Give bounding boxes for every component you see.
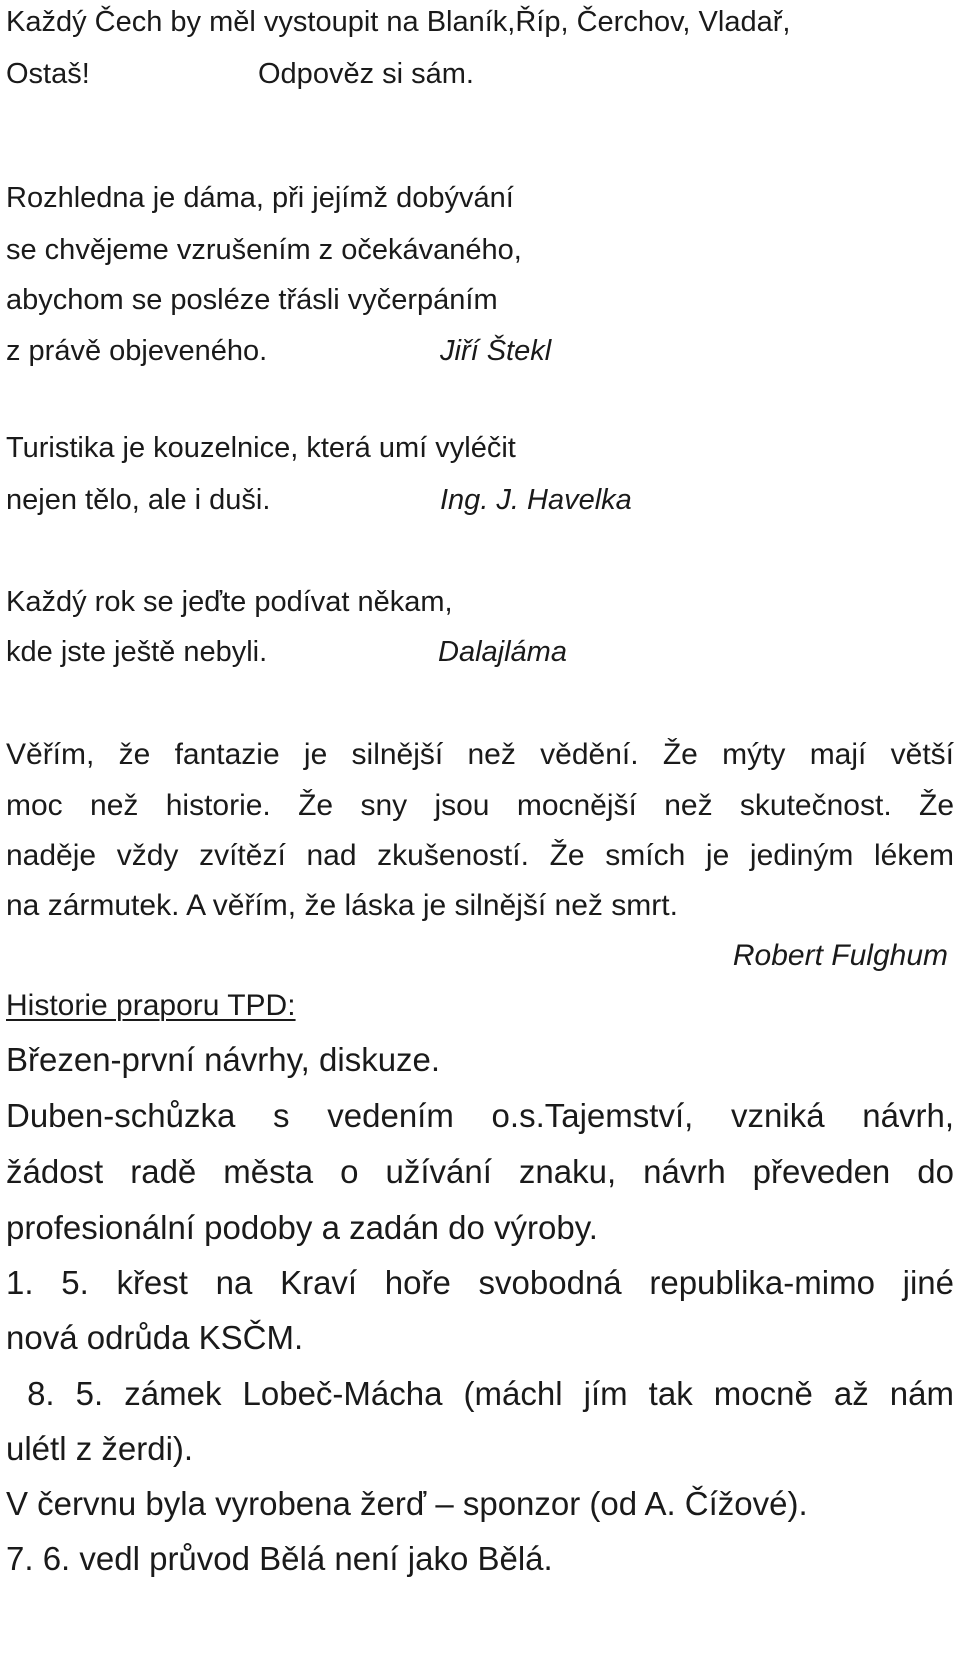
quote-fulghum-line-3: naděje vždy zvítězí nad zkušeností. Že smích je jediným lékem: [6, 839, 954, 872]
quote-stekl-text: z právě objeveného.: [6, 335, 268, 367]
quote-stekl-line-1: Rozhledna je dáma, při jejímž dobývání: [6, 182, 514, 214]
quote-stekl-line-4: [6, 333, 552, 369]
quote-fulghum-line-4: na zármutek. A věřím, že láska je silnější než smrt.: [6, 889, 678, 922]
quote-havelka-text: nejen tělo, ale i duši.: [6, 484, 271, 516]
intro-line-1: Každý Čech by měl vystoupit na Blaník,Říp, Čerchov, Vladař,: [6, 6, 791, 38]
quote-fulghum-line-2: moc než historie. Že sny jsou mocnější než skutečnost. Že: [6, 789, 954, 822]
history-line-7: 8. 5. zámek Lobeč-Mácha (máchl jím tak mocně až nám: [6, 1375, 955, 1412]
quote-dalajlama-line-2: [6, 634, 567, 670]
history-line-8: ulétl z žerdi).: [6, 1430, 194, 1467]
intro-answer: Odpověz si sám.: [258, 58, 474, 90]
quote-havelka-author: Ing. J. Havelka: [440, 484, 632, 516]
quote-fulghum-line-1: Věřím, že fantazie je silnější než vědění. Že mýty mají větší: [6, 738, 954, 771]
quote-dalajlama-line-1: Každý rok se jeďte podívat někam,: [6, 586, 453, 618]
quote-stekl-line-2: se chvějeme vzrušením z očekávaného,: [6, 234, 522, 266]
quote-stekl-line-3: abychom se posléze třásli vyčerpáním: [6, 284, 498, 316]
history-heading: Historie praporu TPD:: [6, 989, 296, 1022]
quote-dalajlama-author: Dalajláma: [438, 636, 567, 668]
quote-dalajlama-text: kde jste ještě nebyli.: [6, 636, 268, 668]
quote-havelka-line-2: [6, 482, 632, 518]
history-line-9: V červnu byla vyrobena žerď – sponzor (od A. Čížové).: [6, 1485, 808, 1522]
intro-exclamation: Ostaš!: [6, 58, 90, 90]
history-line-4: profesionální podoby a zadán do výroby.: [6, 1209, 598, 1246]
intro-line-2: [6, 56, 474, 92]
history-line-5: 1. 5. křest na Kraví hoře svobodná republika-mimo jiné: [6, 1264, 954, 1301]
quote-fulghum-author: Robert Fulghum: [732, 939, 948, 972]
history-line-6: nová odrůda KSČM.: [6, 1319, 304, 1356]
history-line-2: Duben-schůzka s vedením o.s.Tajemství, vzniká návrh,: [6, 1097, 954, 1134]
history-line-1: Březen-první návrhy, diskuze.: [6, 1041, 441, 1078]
quote-havelka-line-1: Turistika je kouzelnice, která umí vyléčit: [6, 432, 516, 464]
quote-stekl-author: Jiří Štekl: [440, 335, 552, 367]
history-line-3: žádost radě města o užívání znaku, návrh převeden do: [6, 1153, 954, 1190]
history-line-10: 7. 6. vedl průvod Bělá není jako Bělá.: [6, 1540, 553, 1577]
